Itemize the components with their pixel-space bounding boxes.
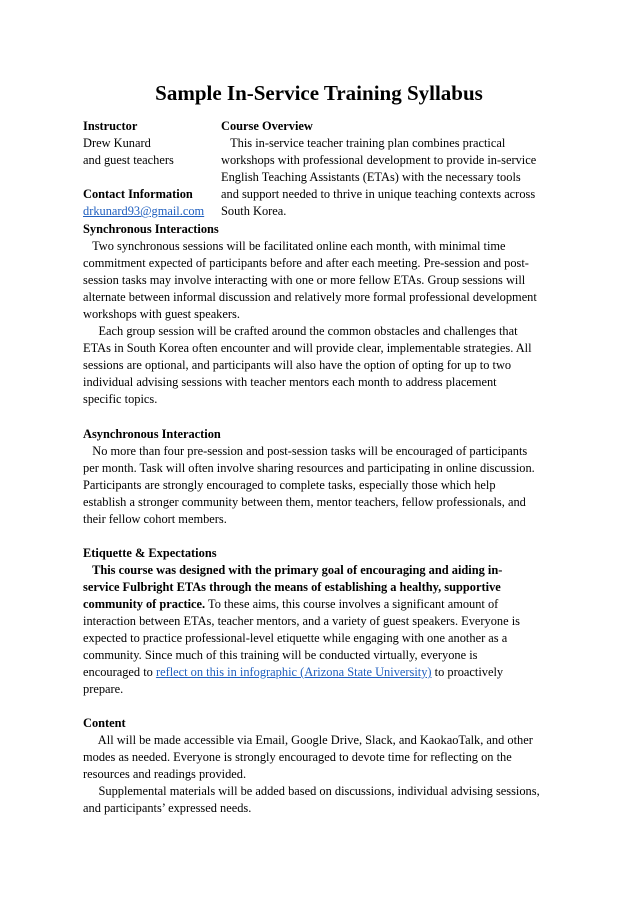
synchronous-line: individual advising sessions with teacher mentors each month to address placement (83, 375, 497, 389)
etiquette-line: prepare. (83, 682, 124, 696)
content-heading: Content (83, 716, 126, 730)
asynchronous-line: Participants are strongly encouraged to complete tasks, especially those which help (83, 478, 496, 492)
instructor-heading: Instructor (83, 119, 138, 133)
overview-line: South Korea. (221, 204, 287, 218)
overview-heading: Course Overview (221, 119, 313, 133)
page-title: Sample In-Service Training Syllabus (155, 81, 483, 105)
content-line: Supplemental materials will be added based on discussions, individual advising sessions, (83, 784, 540, 798)
content-line: All will be made accessible via Email, Google Drive, Slack, and KaokaoTalk, and other (83, 733, 533, 747)
synchronous-line: alternate between informal discussion and relatively more formal professional development (83, 290, 537, 304)
asynchronous-line: establish a stronger community between them, mentor teachers, fellow professionals, and (83, 495, 526, 509)
etiquette-after-bold: To these aims, this course involves a significant amount of (205, 597, 499, 611)
instructor-extra: and guest teachers (83, 153, 174, 167)
etiquette-line: community. Since much of this training will be conducted virtually, everyone is (83, 648, 478, 662)
etiquette-bold-tail: community of practice. (83, 597, 206, 611)
asynchronous-line: per month. Task will often involve sharing resources and participating in online discussion. (83, 461, 535, 475)
asynchronous-line: No more than four pre-session and post-session tasks will be encouraged of participants (83, 444, 528, 458)
asynchronous-section (83, 426, 563, 528)
synchronous-line: workshops with guest speakers. (83, 307, 240, 321)
etiquette-mixed-line (83, 596, 563, 613)
synchronous-line: sessions are optional, and participants will also have the option of opting for up to two (83, 358, 512, 372)
synchronous-section (83, 221, 563, 408)
asynchronous-heading: Asynchronous Interaction (83, 427, 221, 441)
asynchronous-line: their fellow cohort members. (83, 512, 227, 526)
synchronous-line: Two synchronous sessions will be facilitated online each month, with minimal time (83, 239, 506, 253)
synchronous-line: Each group session will be crafted around the common obstacles and challenges that (83, 324, 518, 338)
synchronous-line: commitment expected of participants before and after each meeting. Pre-session and post- (83, 256, 529, 270)
etiquette-bold-line: This course was designed with the primary goal of encouraging and aiding in- (83, 563, 503, 577)
overview-line: workshops with professional development to provide in-service (221, 153, 537, 167)
content-section (83, 715, 563, 817)
synchronous-line: session tasks may involve interacting with one or more fellow ETAs. Group sessions will (83, 273, 526, 287)
link-prefix: encouraged to (83, 665, 156, 679)
infographic-link[interactable]: reflect on this in infographic (Arizona State University) (155, 665, 432, 679)
etiquette-line: interaction between ETAs, teacher mentors, and a variety of guest speakers. Everyone is (83, 614, 520, 628)
course-overview-column (221, 118, 561, 220)
synchronous-heading: Synchronous Interactions (83, 222, 219, 236)
content-line: modes as needed. Everyone is strongly encouraged to devote time for reflecting on the (83, 750, 512, 764)
instructor-name: Drew Kunard (83, 136, 151, 150)
synchronous-line: ETAs in South Korea often encounter and will provide clear, implementable strategies. All (83, 341, 532, 355)
etiquette-link-line (83, 664, 563, 681)
content-line: and participants’ expressed needs. (83, 801, 252, 815)
instructor-contact-column (83, 118, 223, 220)
etiquette-bold-line: service Fulbright ETAs through the means of establishing a healthy, supportive (83, 580, 501, 594)
synchronous-line: specific topics. (83, 392, 158, 406)
overview-line: and support needed to thrive in unique teaching contexts across (221, 187, 536, 201)
contact-heading: Contact Information (83, 187, 193, 201)
etiquette-section (83, 545, 563, 698)
etiquette-heading: Etiquette & Expectations (83, 546, 217, 560)
contact-email-link[interactable]: drkunard93@gmail.com (83, 204, 205, 218)
overview-line: English Teaching Assistants (ETAs) with the necessary tools (221, 170, 521, 184)
etiquette-line: expected to practice professional-level etiquette while engaging with one another as a (83, 631, 508, 645)
content-line: resources and readings provided. (83, 767, 247, 781)
link-suffix: to proactively (431, 665, 504, 679)
overview-line: This in-service teacher training plan combines practical (221, 136, 506, 150)
